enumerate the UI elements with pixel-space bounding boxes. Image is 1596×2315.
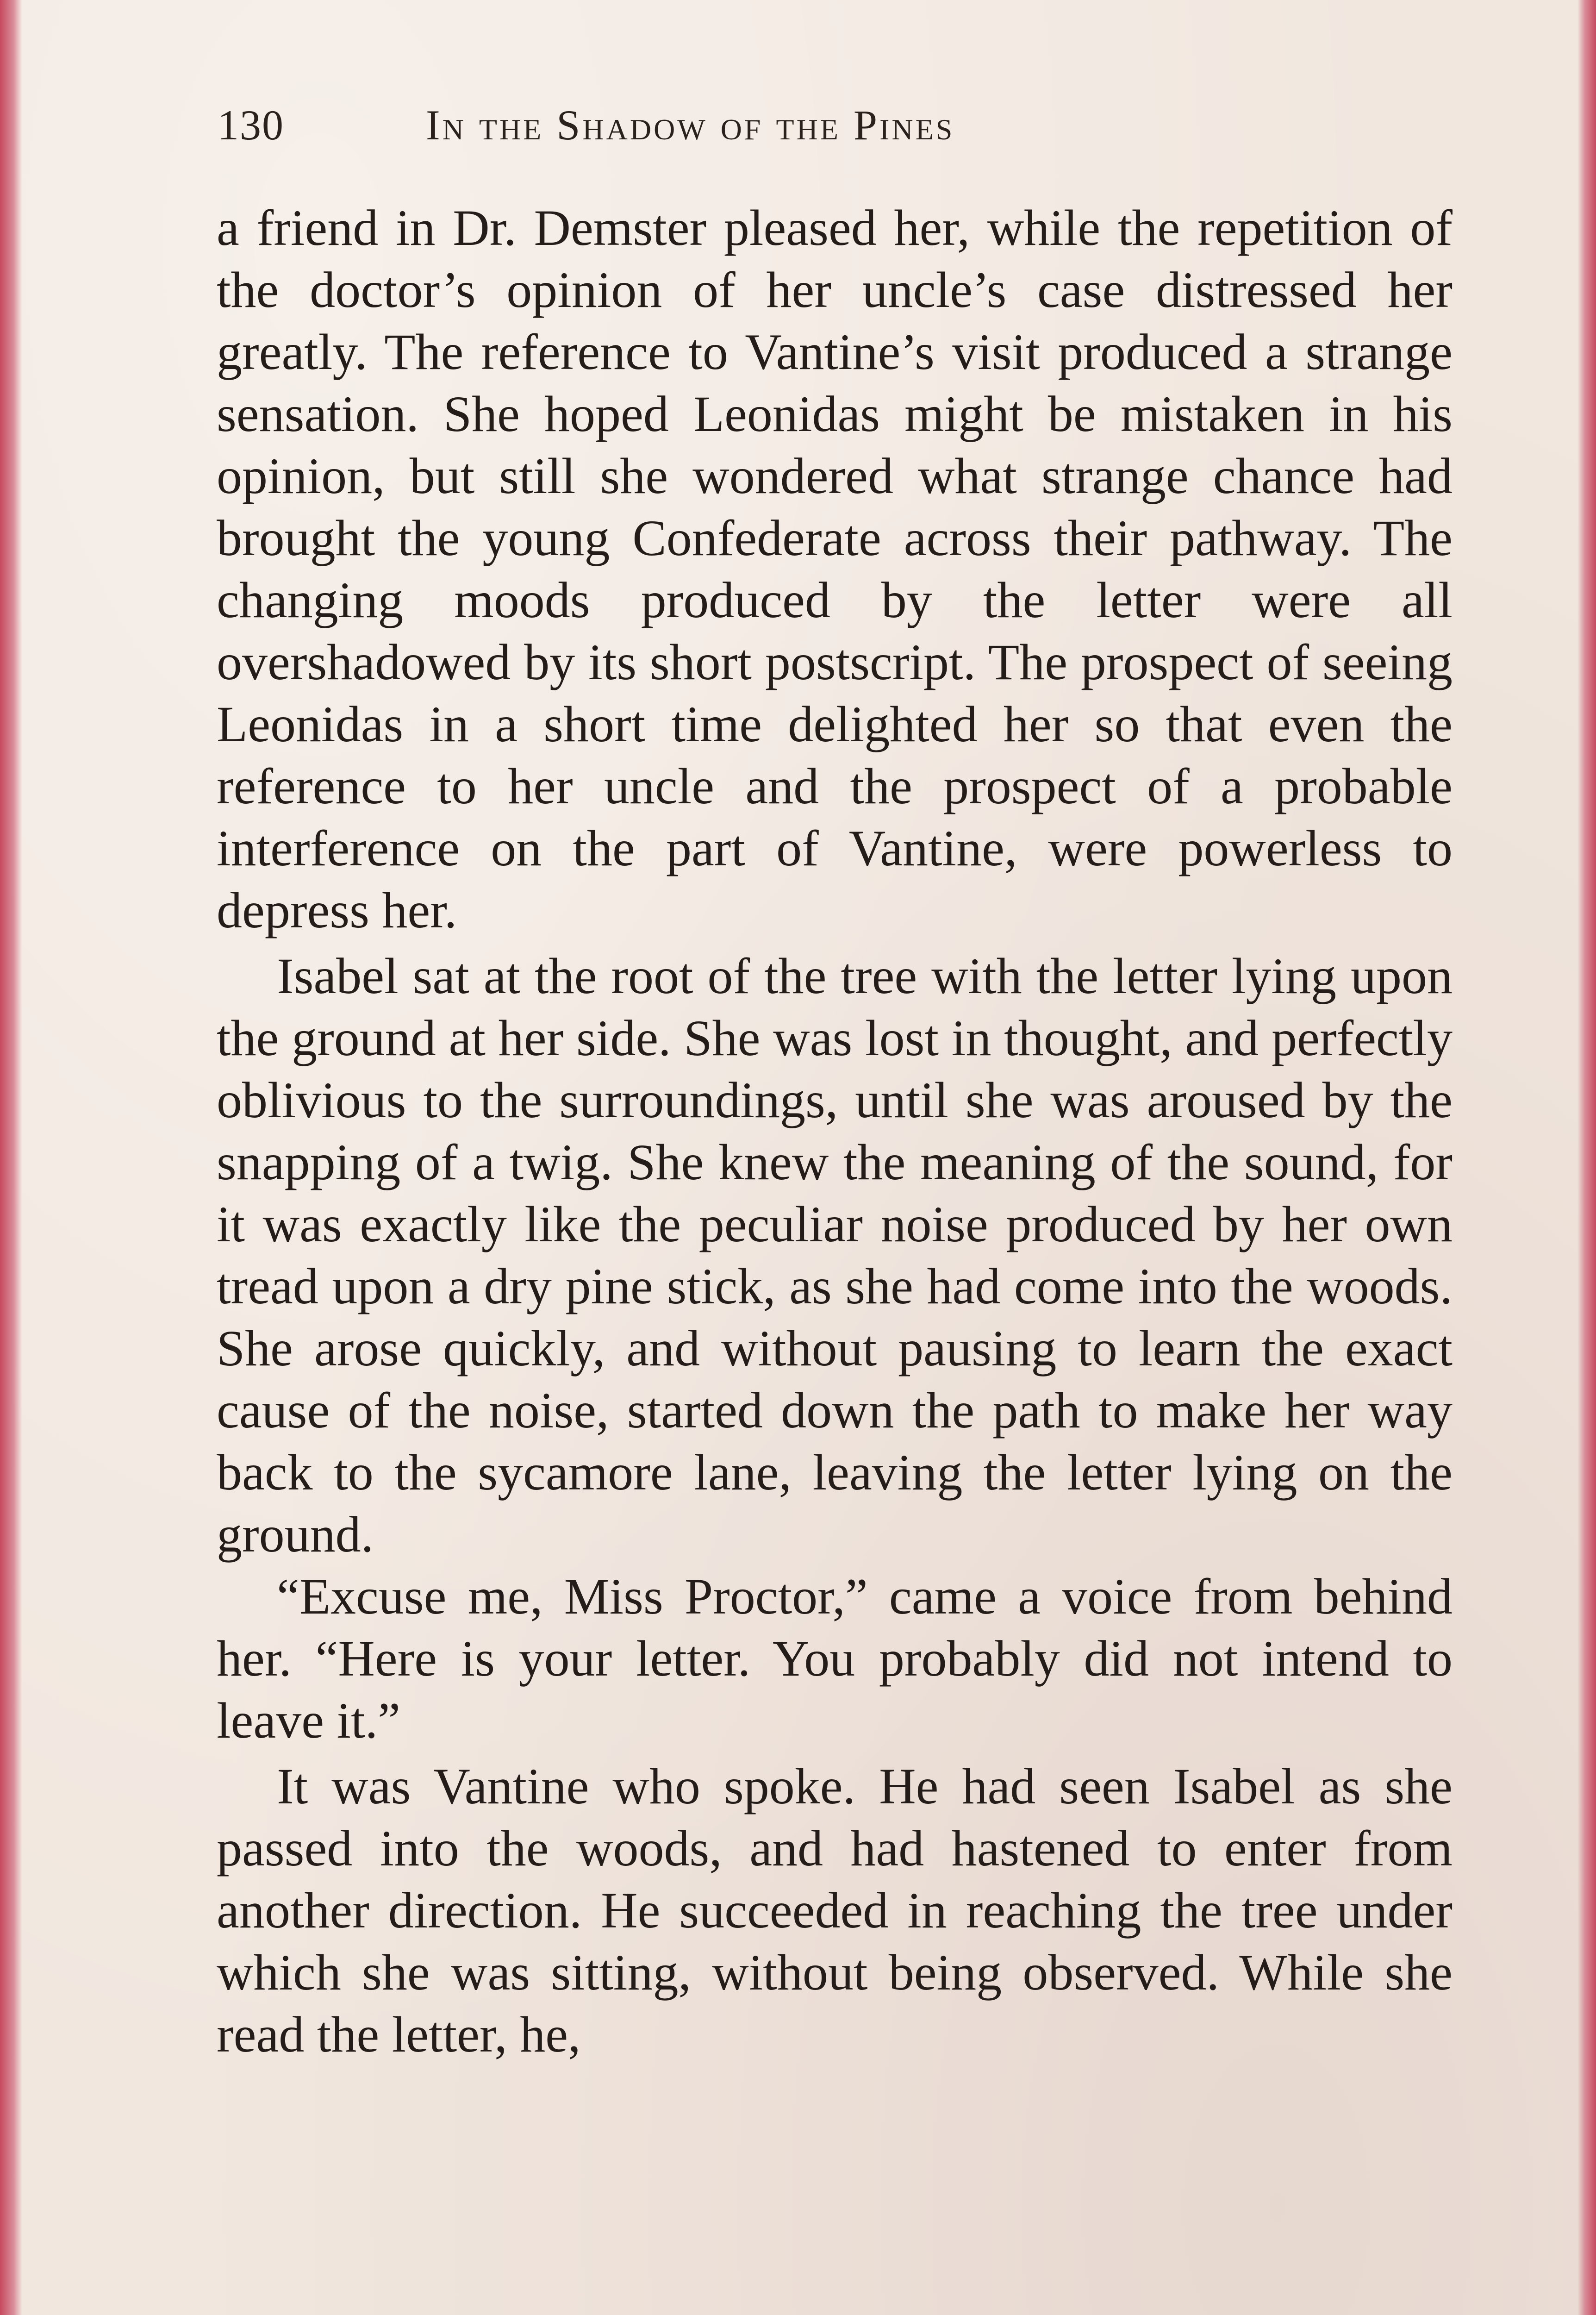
paragraph-2: Isabel sat at the root of the tree with the letter lying upon the ground at her side. She was lost in thought, and perfectly oblivious to the surroundings, until she was aroused by the snapping of a twig. She knew the meaning of the sound, for it was exactly like the peculiar noise produced by her own tread upon a dry pine stick, as she had come into the woods. She arose quickly, and without pausing to learn the exact cause of the noise, started down the path to make her way back to the sycamore lane, leaving the letter lying on the ground.: [217, 948, 1453, 1563]
page-edge-right: [1577, 0, 1596, 2315]
running-title: In the Shadow of the Pines: [426, 101, 955, 149]
paragraph-4: It was Vantine who spoke. He had seen Isabel as she passed into the woods, and had hastened to enter from another direction. He succeeded in reaching the tree under which she was sitting, without being observed. While she read the letter, he,: [217, 1758, 1453, 2063]
page-edge-left: [0, 0, 22, 2315]
body-text: [217, 197, 1453, 2065]
running-header: [218, 93, 1477, 157]
page-number: 130: [218, 101, 284, 149]
paragraph-1: a friend in Dr. Demster pleased her, while the repetition of the doctor’s opinion of her uncle’s case distressed her greatly. The reference to Vantine’s visit produced a strange sensation. She hoped Leonidas might be mistaken in his opinion, but still she wondered what strange chance had brought the young Confederate across their pathway. The changing moods produced by the letter were all overshadowed by its short postscript. The prospect of seeing Leonidas in a short time delighted her so that even the reference to her uncle and the prospect of a probable interference on the part of Vantine, were powerless to depress her.: [217, 200, 1453, 939]
paragraph-3: “Excuse me, Miss Proctor,” came a voice from behind her. “Here is your letter. You probably did not intend to leave it.”: [217, 1568, 1453, 1749]
